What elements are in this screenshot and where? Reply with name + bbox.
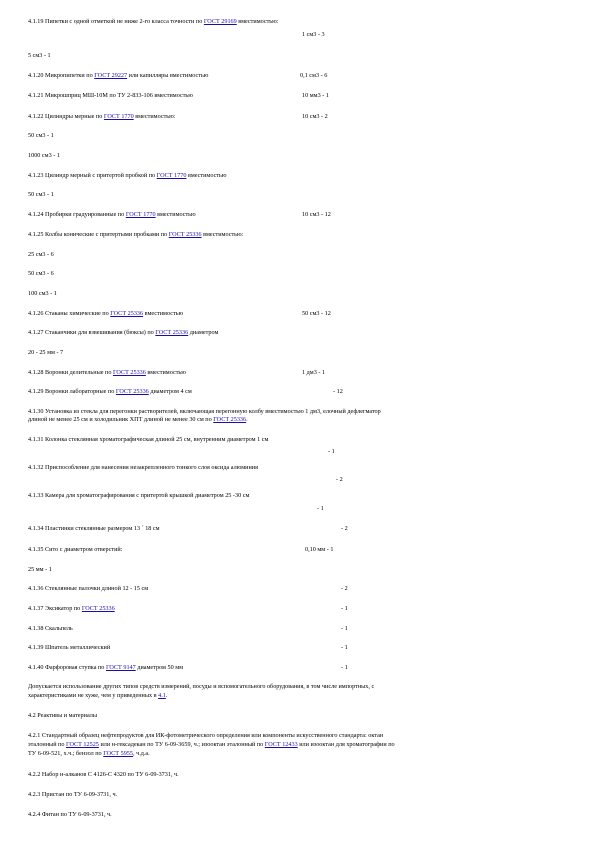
line-text: 25 мм - 1 [28,566,52,573]
line-text: диаметром 4 см [148,388,192,395]
line-text: 50 см3 - 6 [28,270,54,277]
line-text: 5 см3 - 1 [28,52,51,59]
doc-line-5ml [28,52,51,60]
line-text: диаметром [188,329,219,336]
doc-line-4131 [28,436,268,444]
quantity-value: 10 см3 - 12 [302,211,331,218]
line-text: 4.2.2 Набор н-алканов С 4126-С 4320 по ТУ 6-09-3731, ч. [28,771,179,778]
standard-link[interactable]: ГОСТ 5955 [103,750,133,757]
standard-link[interactable]: 4.1 [158,692,166,699]
standard-link[interactable]: ГОСТ 25336 [115,388,149,395]
line-text: 4.1.26 Стаканы химические по [28,310,111,317]
doc-line-4137 [28,605,115,613]
standard-link[interactable]: ГОСТ 12433 [264,741,298,748]
doc-line-4119 [28,18,278,26]
doc-line-4125 [28,231,243,239]
line-text: вместимостью [155,211,196,218]
line-text: 4.1.28 Воронки делительные по [28,369,113,376]
doc-line-4127 [28,329,218,337]
doc-line-4124 [28,211,196,219]
standard-link[interactable]: ГОСТ 25336 [110,310,144,317]
standard-link[interactable]: ГОСТ 25336 [155,329,189,336]
line-text: или капилляры вместимостью [127,72,209,79]
quantity-value: 0,10 мм - 1 [305,546,334,553]
doc-line-4134 [28,525,160,533]
line-text: характеристиками не хуже, чем у приведенных в [28,692,159,699]
doc-line-421b [28,741,395,749]
standard-link[interactable]: ГОСТ 25336 [112,369,146,376]
line-text: 4.1.40 Фарфоровая ступка по [28,664,106,671]
line-text: , ч.д.а. [132,750,150,757]
line-text: 1000 см3 - 1 [28,152,60,159]
doc-line-50ml-b [28,191,54,199]
line-text: 4.1.31 Колонка стеклянная хроматографическая длиной 25 см, внутренним диаметром 1 см [28,436,269,443]
doc-line-423 [28,791,117,799]
line-text: 4.1.39 Шпатель металлический [28,644,111,651]
quantity-value: - 1 [341,625,348,632]
line-text: 4.1.23 Цилиндр мерный с притертой пробкой по [28,172,157,179]
doc-line-note2 [28,692,167,700]
line-text: 4.1.19 Пипетки с одной отметкой не ниже 2-го класса точности по [28,18,204,25]
line-text: 4.1.32 Приспособление для нанесения незакрепленного тонкого слоя оксида алюминия [28,464,258,471]
quantity-value: - 1 [341,644,348,651]
doc-line-50ml-c [28,270,54,278]
line-text: или н-гексадекан по ТУ 6-09-3659, ч.; изооктан эталонный по [98,741,265,748]
line-text: 4.2.3 Пристан по ТУ 6-09-3731, ч. [28,791,118,798]
quantity-value: 10 мм3 - 1 [302,92,329,99]
line-text: . [165,692,168,699]
line-text: 4.2 Реактивы и материалы [28,712,97,719]
doc-line-4133 [28,492,249,500]
doc-line-note1 [28,683,374,691]
doc-line-4122 [28,113,175,121]
quantity-value: - 1 [341,664,348,671]
doc-line-421c [28,750,150,758]
doc-line-25mm [28,566,52,574]
doc-line-4123 [28,172,226,180]
line-text: вместимостью [145,369,186,376]
doc-line-50ml [28,132,54,140]
line-text: или изооктан для хроматографии по [297,741,395,748]
doc-line-4130b [28,416,248,424]
line-text: 4.1.29 Воронки лабораторные по [28,388,116,395]
standard-link[interactable]: ГОСТ 1770 [125,211,156,218]
line-text: 50 см3 - 1 [28,191,54,198]
standard-link[interactable]: ГОСТ 1770 [103,113,134,120]
doc-line-4129 [28,388,192,396]
doc-line-4139 [28,644,110,652]
line-text: эталонный по [28,741,67,748]
line-text: 4.1.21 Микрошприц МШ-10М по ТУ 2-833-106 вместимостью [28,92,193,99]
line-text: 4.1.24 Пробирки градуированные по [28,211,126,218]
doc-line-4140 [28,664,183,672]
quantity-value: - 2 [341,585,348,592]
line-text: 50 см3 - 1 [28,132,54,139]
doc-line-422 [28,771,179,779]
line-text: 4.1.33 Камера для хроматографирования с притертой крышкой диаметром 25 -30 см [28,492,250,499]
quantity-value: 1 дм3 - 1 [302,369,326,376]
line-text: Допускается использование других типов средств измерений, посуды и вспомогательного оборудования, в том числе импортных, с [28,683,375,690]
doc-line-421a [28,732,383,740]
doc-line-4128 [28,369,186,377]
standard-link[interactable]: ГОСТ 25336 [168,231,202,238]
quantity-value: - 12 [333,388,343,395]
quantity-value: 10 см3 - 2 [302,113,328,120]
doc-line-25ml [28,251,54,259]
line-text: вместимостью: [133,113,176,120]
line-text: ТУ 6-09-521, х.ч.; бензол по [28,750,104,757]
doc-line-4130 [28,408,381,416]
standard-link[interactable]: ГОСТ 25336 [81,605,115,612]
standard-link[interactable]: ГОСТ 1770 [156,172,187,179]
line-text: 4.1.30 Установка из стекла для перегонки растворителей, включающая перегонную колбу вместимостью 1 дм3, елочный дефлегматор [28,408,381,415]
doc-line-424 [28,811,112,819]
line-text: 4.1.20 Микропипетки по [28,72,95,79]
quantity-value: - 2 [341,525,348,532]
doc-line-4136 [28,585,148,593]
standard-link[interactable]: ГОСТ 25336 [213,416,247,423]
line-text: вместимостью: [236,18,279,25]
doc-line-100ml [28,290,57,298]
line-text: 20 - 25 мм - 7 [28,349,64,356]
line-text: 4.1.38 Скальпель [28,625,73,632]
doc-line-diam [28,349,63,357]
standard-link[interactable]: ГОСТ 29169 [203,18,237,25]
doc-line-42 [28,712,97,720]
line-text: 4.2.4 Фитан по ТУ 6-09-3731, ч. [28,811,112,818]
line-text: длиной не менее 25 см и холодильник ХПТ длиной не менее 30 см по [28,416,214,423]
line-text: 4.2.1 Стандартный образец нефтепродуктов для ИК-фотометрического определения или компоненты искусственного стандарта: октан [28,732,384,739]
quantity-value: - 1 [341,605,348,612]
line-text: 25 см3 - 6 [28,251,54,258]
line-text: 4.1.37 Эксикатор по [28,605,82,612]
line-text: . [246,416,248,423]
line-text: 4.1.36 Стеклянные палочки длиной 12 - 15 см [28,585,149,592]
doc-line-1000ml [28,152,60,160]
doc-line-4120 [28,72,208,80]
line-text: вместимостью [143,310,184,317]
line-text: 4.1.22 Цилиндры мерные по [28,113,104,120]
doc-line-4135 [28,546,122,554]
line-text: 4.1.35 Сито с диаметром отверстий: [28,546,123,553]
line-text: вместимостью: [201,231,244,238]
standard-link[interactable]: ГОСТ 29227 [94,72,128,79]
doc-line-4138 [28,625,73,633]
quantity-value: 1 см3 - 3 [302,31,325,38]
doc-line-4121 [28,92,193,100]
quantity-value: - 1 [328,448,335,455]
line-text: 4.1.34 Пластинки стеклянные размером 13 ´ 18 см [28,525,160,532]
doc-line-4132 [28,464,258,472]
quantity-value: 0,1 см3 - 6 [300,72,328,79]
line-text: 4.1.27 Стаканчики для взвешивания (бюксы) по [28,329,156,336]
standard-link[interactable]: ГОСТ 12525 [66,741,99,748]
quantity-value: 50 см3 - 12 [302,310,331,317]
line-text: вместимостью [186,172,227,179]
line-text: диаметром 50 мм [135,664,184,671]
quantity-value: - 1 [317,505,324,512]
quantity-value: - 2 [336,476,343,483]
line-text: 100 см3 - 1 [28,290,57,297]
standard-link[interactable]: ГОСТ 9147 [105,664,136,671]
line-text: 4.1.25 Колбы конические с притертыми пробками по [28,231,169,238]
doc-line-4126 [28,310,183,318]
